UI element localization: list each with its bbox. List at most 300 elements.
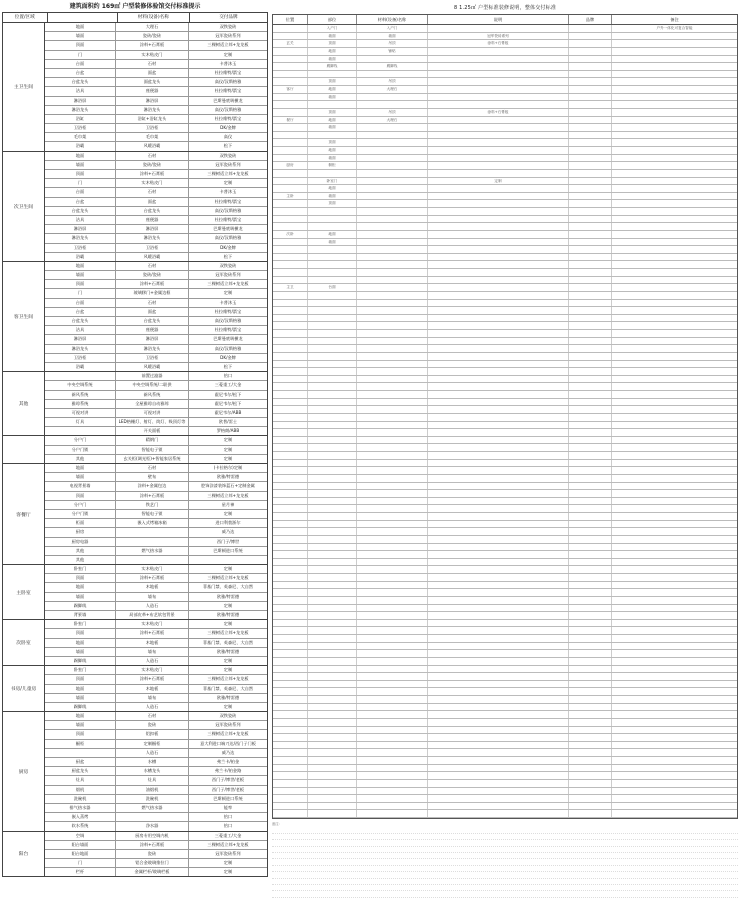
table-row [273, 711, 737, 719]
table-cell [357, 315, 428, 322]
table-cell [308, 414, 357, 421]
table-cell [612, 383, 737, 390]
table-cell [308, 635, 357, 642]
table-cell [273, 330, 308, 337]
table-cell [428, 422, 569, 429]
table-cell [308, 132, 357, 139]
notes-title: 备注： [272, 822, 282, 826]
table-cell: 巴斯曼底吸横龙 [213, 97, 243, 103]
table-cell: 石材 [116, 262, 189, 270]
table-cell [357, 94, 428, 101]
table-row [45, 583, 267, 592]
table-cell [308, 429, 357, 436]
table-cell: 地面 [308, 117, 357, 124]
table-cell [273, 658, 308, 665]
table-cell [273, 490, 308, 497]
table-cell [569, 704, 612, 711]
table-cell [273, 788, 308, 795]
table-cell: 弗兰卡/铂金 [216, 759, 240, 764]
table-cell: 踢脚线 [45, 657, 116, 665]
table-cell: 踢脚线 [45, 703, 116, 711]
table-cell: 厨房 [45, 528, 116, 536]
table-row [273, 437, 737, 445]
table-cell: 木地板 [116, 583, 189, 591]
table-cell [308, 574, 357, 581]
table-cell [612, 139, 737, 146]
table-cell [569, 56, 612, 63]
table-row [273, 635, 737, 643]
table-cell: 墙面 [308, 33, 357, 40]
table-cell: 阳台地面 [45, 850, 116, 858]
table-cell [308, 71, 357, 78]
table-row [45, 528, 267, 537]
table-cell [569, 124, 612, 131]
table-cell: 风暖浴霸 [116, 363, 189, 371]
table-row [45, 170, 267, 179]
table-cell: 顶面 [308, 139, 357, 146]
table-cell [569, 322, 612, 329]
table-cell: 实木贴皮门 [116, 565, 189, 573]
table-cell [428, 749, 569, 756]
table-row [273, 86, 737, 94]
table-cell [428, 765, 569, 772]
table-cell [612, 696, 737, 703]
table-cell [569, 681, 612, 688]
table-cell: 定制 [428, 178, 569, 185]
table-cell: 厨房 [273, 162, 308, 169]
table-cell: 杜拉维特/箭宝 [214, 69, 242, 75]
table-row [273, 376, 737, 384]
group-name: 次卫生间 [3, 152, 45, 261]
table-cell: 水槽 [116, 758, 189, 766]
table-row [45, 620, 267, 629]
table-cell [357, 414, 428, 421]
table-cell [612, 780, 737, 787]
table-cell [612, 155, 737, 162]
table-cell [612, 727, 737, 734]
table-cell [357, 765, 428, 772]
table-cell [612, 353, 737, 360]
table-cell [273, 757, 308, 764]
table-row [273, 627, 737, 635]
table-cell [428, 582, 569, 589]
table-row [273, 185, 737, 193]
table-row [273, 704, 737, 712]
table-cell [612, 681, 737, 688]
table-cell [569, 406, 612, 413]
table-row [45, 446, 267, 455]
table-cell: 欧雅/特雷德 [216, 648, 240, 654]
table-cell [357, 574, 428, 581]
table-cell: 墙布 [116, 648, 189, 656]
table-cell [428, 444, 569, 451]
table-cell: 玻璃移门+金属边框 [116, 289, 189, 297]
table-cell [273, 322, 308, 329]
table-row [273, 620, 737, 628]
table-cell [569, 368, 612, 375]
table-row [273, 688, 737, 696]
table-cell: 毛巾架 [116, 133, 189, 141]
table-cell [428, 429, 569, 436]
table-row [45, 60, 267, 69]
table-row [273, 254, 737, 262]
table-cell: 顶面 [45, 675, 116, 683]
table-cell: 淋浴屏 [45, 225, 116, 233]
table-cell [569, 658, 612, 665]
header-brand: 交付品牌 [219, 15, 238, 20]
table-cell [612, 48, 737, 55]
table-cell [273, 208, 308, 215]
table-cell [116, 538, 189, 546]
table-cell: 大理石 [357, 86, 428, 93]
table-row [273, 40, 737, 48]
table-cell [273, 33, 308, 40]
table-row [45, 868, 267, 876]
table-cell [273, 300, 308, 307]
table-cell [428, 361, 569, 368]
table-cell: 墙面 [45, 161, 116, 169]
table-cell [428, 513, 569, 520]
table-cell: 墙面 [45, 271, 116, 279]
table-row [273, 650, 737, 658]
table-cell [308, 658, 357, 665]
table-cell: 铝合金玻璃推拉门 [116, 859, 189, 867]
table-row [273, 124, 737, 132]
table-cell [612, 589, 737, 596]
table-cell: 台盆 [45, 198, 116, 206]
table-cell: 欧雅/特雷德 [216, 593, 240, 599]
table-cell [612, 513, 737, 520]
table-cell: 巴斯曼底吸横龙 [213, 226, 243, 232]
table-cell: 入户门 [357, 25, 428, 32]
table-row [45, 317, 267, 326]
table-cell: 实木贴皮门 [116, 620, 189, 628]
table-cell: 墙面 [45, 32, 116, 40]
table-cell [273, 704, 308, 711]
table-cell [612, 78, 737, 85]
table-cell [308, 673, 357, 680]
table-row [273, 139, 737, 147]
table-row [273, 284, 737, 292]
table-cell: 石材 [116, 188, 189, 196]
table-cell [428, 284, 569, 291]
table-cell [569, 231, 612, 238]
table-cell [357, 627, 428, 634]
table-row [45, 409, 267, 418]
table-cell [273, 795, 308, 802]
table-cell [612, 528, 737, 535]
table-cell [612, 475, 737, 482]
table-row [273, 734, 737, 742]
table-cell [612, 208, 737, 215]
table-cell [569, 513, 612, 520]
table-cell: 冠军瓷砖系列 [215, 722, 241, 728]
table-cell [308, 612, 357, 619]
table-cell: 水槽龙头 [116, 767, 189, 775]
table-cell [612, 261, 737, 268]
table-cell [612, 673, 737, 680]
table-cell [569, 544, 612, 551]
table-row [45, 795, 267, 804]
table-cell [428, 330, 569, 337]
table-cell [612, 322, 737, 329]
table-cell [569, 422, 612, 429]
table-cell [612, 200, 737, 207]
table-group [2, 564, 268, 619]
table-row [45, 758, 267, 767]
table-cell: 地面 [45, 23, 116, 31]
table-cell: 风暖浴霸 [116, 253, 189, 261]
table-row [273, 246, 737, 254]
table-cell: 可视对讲 [116, 409, 189, 417]
table-row [273, 361, 737, 369]
table-row [273, 193, 737, 201]
table-cell: 淋浴屏 [45, 335, 116, 343]
table-cell: 地面 [308, 48, 357, 55]
table-cell: 浴霸 [45, 363, 116, 371]
table-cell [357, 437, 428, 444]
table-cell: 三棵树适立邦+龙龙板 [207, 731, 249, 737]
table-cell: 分户门 [45, 436, 116, 444]
table-cell [612, 749, 737, 756]
table-cell [428, 216, 569, 223]
table-cell [569, 566, 612, 573]
table-cell: 空调 [45, 832, 116, 840]
table-cell: 开关面板 [116, 427, 189, 435]
table-cell [357, 788, 428, 795]
table-cell [357, 231, 428, 238]
table-cell [273, 315, 308, 322]
table-cell [308, 246, 357, 253]
table-cell [357, 688, 428, 695]
table-cell [308, 650, 357, 657]
table-cell [612, 467, 737, 474]
table-cell: 石材 [116, 299, 189, 307]
table-row [45, 776, 267, 785]
table-cell: 杜拉维特/箭宝 [214, 198, 242, 204]
table-cell [569, 620, 612, 627]
table-cell [308, 795, 357, 802]
table-cell [612, 688, 737, 695]
table-cell [357, 582, 428, 589]
table-cell [357, 666, 428, 673]
table-row [45, 547, 267, 556]
table-cell [273, 422, 308, 429]
table-cell [357, 658, 428, 665]
table-cell: 壁布 [116, 473, 189, 481]
table-cell [428, 597, 569, 604]
table-cell [612, 101, 737, 108]
table-cell: 冠军瓷砖系列 [215, 850, 241, 856]
header-position [48, 13, 118, 22]
table-cell: 定制 [223, 703, 233, 709]
table-cell [569, 315, 612, 322]
table-cell [569, 101, 612, 108]
table-cell: 墙面 [308, 94, 357, 101]
table-cell [357, 239, 428, 246]
table-cell [357, 139, 428, 146]
table-row [273, 322, 737, 330]
table-cell: 浴霸 [45, 142, 116, 150]
table-cell: 橱柜 [45, 740, 116, 748]
table-cell [612, 574, 737, 581]
table-cell [273, 444, 308, 451]
table-cell: 其他 [45, 455, 116, 463]
table-cell: 地面 [308, 86, 357, 93]
table-cell [357, 185, 428, 192]
table-cell [569, 376, 612, 383]
table-row [273, 780, 737, 788]
table-cell [569, 208, 612, 215]
table-cell: 冠军瓷砖系列 [215, 272, 241, 278]
table-cell [273, 269, 308, 276]
table-cell: 人造石 [116, 703, 189, 711]
table-cell [308, 330, 357, 337]
table-cell [357, 223, 428, 230]
table-cell: 顶面 [308, 40, 357, 47]
table-cell: 瓷砖/瓷砖 [116, 161, 189, 169]
table-cell: 双铁瓷砖 [219, 713, 237, 719]
table-cell [428, 483, 569, 490]
table-cell [428, 246, 569, 253]
table-cell: 可视对讲 [45, 409, 116, 417]
table-cell [308, 399, 357, 406]
table-cell: 淋浴屏 [116, 97, 189, 105]
table-cell [308, 300, 357, 307]
table-cell: 台盆龙头 [116, 317, 189, 325]
table-cell [357, 155, 428, 162]
table-cell [273, 48, 308, 55]
table-cell [428, 208, 569, 215]
table-cell [569, 643, 612, 650]
table-cell [308, 810, 357, 817]
table-cell [612, 422, 737, 429]
table-cell: 冠军瓷砖系列 [215, 161, 241, 167]
table-row [45, 280, 267, 289]
table-row [45, 198, 267, 207]
table-cell [357, 376, 428, 383]
table-cell [569, 200, 612, 207]
table-cell [569, 673, 612, 680]
table-cell [428, 48, 569, 55]
table-row [273, 63, 737, 71]
table-cell: 次卧 [273, 231, 308, 238]
table-cell [273, 597, 308, 604]
table-cell [273, 170, 308, 177]
table-cell [273, 544, 308, 551]
table-cell [273, 368, 308, 375]
table-cell [273, 437, 308, 444]
table-row [45, 639, 267, 648]
table-cell [428, 353, 569, 360]
table-cell [357, 597, 428, 604]
table-cell: 洗碗机 [116, 795, 189, 803]
table-cell [569, 765, 612, 772]
table-cell [569, 437, 612, 444]
table-row [273, 216, 737, 224]
table-row [273, 368, 737, 376]
table-group [2, 463, 268, 564]
table-cell: 石材 [116, 712, 189, 720]
table-cell: 大理石 [116, 23, 189, 31]
table-cell [308, 551, 357, 558]
table-cell: 石材 [116, 152, 189, 160]
table-cell: 卧室门 [308, 178, 357, 185]
table-row [45, 538, 267, 547]
table-cell: 顶面 [45, 730, 116, 738]
left-delivery-table [2, 2, 268, 898]
table-row [45, 574, 267, 583]
table-group [2, 22, 268, 151]
group-name: 主卧室 [3, 565, 45, 619]
table-cell [273, 696, 308, 703]
table-cell: 台面 [45, 188, 116, 196]
table-cell [308, 742, 357, 749]
table-row [45, 271, 267, 280]
table-cell: 顶面 [45, 170, 116, 178]
table-cell [569, 696, 612, 703]
table-cell [357, 490, 428, 497]
table-cell: 卡普沐玉 [219, 60, 237, 66]
table-cell [569, 269, 612, 276]
table-cell [612, 444, 737, 451]
table-cell: 新风系统 [116, 391, 189, 399]
table-cell [428, 635, 569, 642]
table-cell: 墙面 [308, 124, 357, 131]
table-cell [428, 467, 569, 474]
table-cell [612, 765, 737, 772]
table-cell: 局部皮革+布艺软包背景 [116, 611, 189, 619]
table-row [273, 772, 737, 780]
table-cell [569, 627, 612, 634]
table-cell [357, 284, 428, 291]
table-cell: 地面 [45, 152, 116, 160]
table-cell [357, 178, 428, 185]
table-cell [612, 269, 737, 276]
table-cell [273, 338, 308, 345]
table-cell: 怡口 [223, 373, 233, 379]
table-row [45, 124, 267, 133]
table-cell [612, 284, 737, 291]
table-cell [273, 353, 308, 360]
table-cell [569, 444, 612, 451]
table-cell [357, 361, 428, 368]
table-cell [428, 261, 569, 268]
table-cell: 吊顶 [357, 78, 428, 85]
table-cell [428, 399, 569, 406]
table-row [273, 727, 737, 735]
table-row [273, 566, 737, 574]
table-cell [428, 544, 569, 551]
table-cell [308, 666, 357, 673]
table-cell [569, 719, 612, 726]
table-cell [569, 414, 612, 421]
table-cell: 石材 [116, 464, 189, 472]
table-cell: 卫浴柜 [116, 354, 189, 362]
table-cell [308, 361, 357, 368]
table-cell [357, 246, 428, 253]
table-group [2, 831, 268, 878]
table-cell: 顶面 [45, 280, 116, 288]
table-cell [308, 406, 357, 413]
table-cell [357, 772, 428, 779]
table-cell [273, 178, 308, 185]
rheader-part: 部位 [308, 15, 357, 24]
table-cell [357, 124, 428, 131]
table-cell: 巴斯顿进口系统 [213, 795, 243, 801]
table-cell: 墙布 [116, 593, 189, 601]
table-row [45, 565, 267, 574]
